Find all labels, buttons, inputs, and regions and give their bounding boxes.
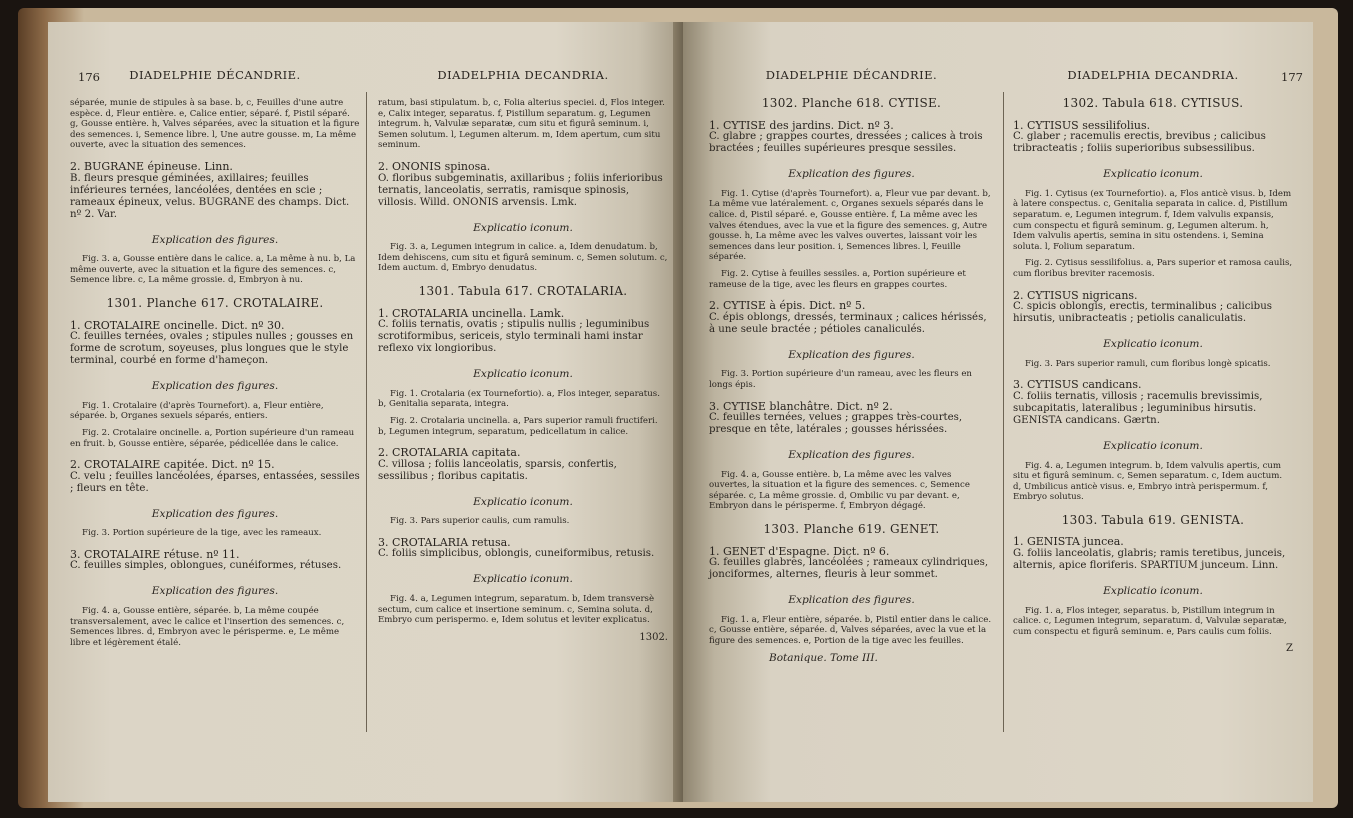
figure-caption: Fig. 3. a, Gousse entière dans le calice. a, La même à nu. b, La même ouverte, avec la situation et la figure des semences. c, Semence libre. c, La même grossie. d, Embryon à nu. bbox=[70, 254, 356, 286]
species-description: C. épis oblongs, dressés, terminaux ; calices hérissés, à une seule bractée ; pétioles canaliculés. bbox=[709, 311, 987, 335]
french-column-right bbox=[709, 22, 994, 664]
species-entry bbox=[1013, 290, 1293, 326]
species-description: C. feuilles ternées, ovales ; stipules nulles ; gousses en forme de scrotum, soyeuses, plus longues que le style terminal, courbé en forme d'hameçon. bbox=[70, 331, 354, 367]
species-name: 1. CYTISE des jardins. Dict. nº 3. bbox=[709, 118, 894, 132]
explication-heading: Explicatio iconum. bbox=[473, 368, 573, 381]
species-name: 3. CYTISE blanchâtre. Dict. nº 2. bbox=[709, 399, 893, 413]
column-divider bbox=[366, 92, 367, 732]
species-name: 1. CROTALAIRE oncinelle. Dict. nº 30. bbox=[70, 318, 285, 332]
species-name: 2. BUGRANE épineuse. Linn. bbox=[70, 159, 233, 173]
figure-caption: Fig. 3. Portion supérieure d'un rameau, avec les fleurs en longs épis. bbox=[709, 369, 972, 390]
species-description: C. foliis simplicibus, oblongis, cuneiformibus, retusis. bbox=[378, 548, 655, 560]
explication-heading: Explication des figures. bbox=[151, 585, 279, 598]
french-column-left bbox=[70, 22, 360, 654]
figure-caption: Fig. 1. Crotalaire (d'après Tournefort). a, Fleur entière, séparée. b, Organes sexuels séparés, entiers. bbox=[70, 400, 324, 422]
intro-text: ratum, basi stipulatum. b, c, Folia alterius speciei. d, Flos integer. e, Calix integer, separatus. f, Pistillum separatum. g, Legumen integrum. h, Valvulæ separatæ, cum situ et figurâ seminum. i, Semen solutum. l, Legumen alterum. m, Idem apertum, cum situ seminum. bbox=[378, 98, 665, 151]
latin-column-right bbox=[1013, 22, 1293, 655]
species-entry bbox=[709, 401, 994, 437]
species-name: 2. CROTALARIA capitata. bbox=[378, 446, 521, 460]
running-head: DIADELPHIA DECANDRIA. bbox=[437, 68, 609, 82]
species-entry bbox=[1013, 536, 1293, 572]
intro-text: séparée, munie de stipules à sa base. b, c, Feuilles d'une autre espèce. d, Fleur entière. e, Calice entier, séparé. f, Pistil séparé. g, Gousse entière. h, Valves séparées, avec la situation et la figure des semences. i, Semence libre. l, Une autre gousse. m, La même ouverte, avec la situation des semences. bbox=[70, 98, 360, 151]
species-description: C. velu ; feuilles lancéolées, éparses, entassées, sessiles ; fleurs en tête. bbox=[70, 470, 360, 494]
plate-heading: 1302. Tabula 618. CYTISUS. bbox=[1062, 96, 1244, 110]
book-spread bbox=[18, 8, 1338, 808]
plate-heading: 1301. Planche 617. CROTALAIRE. bbox=[106, 295, 324, 310]
species-entry bbox=[70, 320, 360, 368]
species-description: C. spicis oblongis, erectis, terminalibus ; calicibus hirsutis, unibracteatis ; petiolis canaliculatis. bbox=[1013, 301, 1272, 325]
explication-heading: Explication des figures. bbox=[151, 233, 279, 246]
species-name: 3. CROTALARIA retusa. bbox=[378, 535, 511, 549]
species-entry bbox=[70, 549, 360, 573]
left-page bbox=[48, 22, 683, 802]
explication-heading: Explication des figures. bbox=[788, 168, 915, 181]
species-name: 2. CYTISUS nigricans. bbox=[1013, 288, 1138, 302]
page-number-right: 177 bbox=[1281, 70, 1303, 84]
species-description: C. villosa ; foliis lanceolatis, sparsis, confertis, sessilibus ; floribus capitatis. bbox=[378, 458, 617, 482]
figure-caption: Fig. 1. Crotalaria (ex Tournefortio). a, Flos integer, separatus. b, Genitalia separata, integra. bbox=[378, 388, 660, 410]
species-description: G. feuilles glabres, lancéolées ; rameaux cylindriques, jonciformes, alternes, fleuris à leur sommet. bbox=[709, 557, 989, 581]
species-name: 2. ONONIS spinosa. bbox=[378, 159, 491, 173]
species-description: C. feuilles ternées, velues ; grappes très-courtes, presque en tête, latérales ; gousses hérissées. bbox=[709, 412, 963, 436]
plate-heading: 1303. Tabula 619. GENISTA. bbox=[1061, 512, 1245, 527]
figure-caption: Fig. 2. Cytisus sessilifolius. a, Pars superior et ramosa caulis, cum floribus breviter racemosis. bbox=[1013, 258, 1293, 279]
species-description: C. foliis ternatis, ovatis ; stipulis nullis ; leguminibus scrotiformibus, sericeis, stylo terminali hami instar reflexo vix longioribus. bbox=[378, 319, 650, 355]
species-description: B. fleurs presque géminées, axillaires; feuilles inférieures ternées, lancéolées, dentées en scie ; rameaux épineux, velus. BUGRANE des champs. Dict. nº 2. Var. bbox=[70, 172, 350, 220]
running-head: DIADELPHIE DÉCANDRIE. bbox=[765, 68, 938, 82]
explication-heading: Explication des figures. bbox=[788, 449, 915, 462]
species-name: 2. CROTALAIRE capitée. Dict. nº 15. bbox=[70, 458, 275, 472]
explication-heading: Explicatio iconum. bbox=[473, 495, 573, 508]
species-entry bbox=[1013, 120, 1293, 156]
species-entry bbox=[70, 459, 360, 495]
explication-heading: Explication des figures. bbox=[151, 507, 279, 520]
figure-caption: Fig. 1. Cytise (d'après Tournefort). a, Fleur vue par devant. b, La même vue latéralement. c, Organes sexuels séparés dans le calice. d, Pistil séparé. e, Gousse entière. f, La même avec les valves étendues, avec la vue et la figure des semences. g, Autre gousse. h, La même avec les valves ouvertes, laissant voir les semences dans leur position. i, Semences libres. l, Feuille séparée. bbox=[709, 188, 991, 263]
figure-caption: Fig. 4. a, Legumen integrum. b, Idem valvulis apertis, cum situ et figurâ seminum. c, Semen separatum. c, Idem auctum. d, Umbilicus anticè visus. e, Embryo intrà perispermum. f, Embryo solutus. bbox=[1013, 460, 1283, 503]
figure-caption: Fig. 3. Pars superior ramuli, cum floribus longè spicatis. bbox=[1025, 358, 1271, 369]
latin-column-left bbox=[378, 22, 668, 643]
page-number-left: 176 bbox=[78, 70, 100, 84]
species-description: C. glaber ; racemulis erectis, brevibus ; calicibus tribracteatis ; foliis superioribus subsessilibus. bbox=[1013, 131, 1266, 155]
plate-heading: 1303. Planche 619. GENET. bbox=[763, 522, 940, 537]
explication-heading: Explicatio iconum. bbox=[1103, 338, 1203, 351]
right-page bbox=[683, 22, 1313, 802]
species-entry bbox=[378, 308, 668, 356]
volume-footer: Botanique. Tome III. bbox=[769, 651, 878, 664]
figure-caption: Fig. 2. Crotalaire oncinelle. a, Portion supérieure d'un rameau en fruit. b, Gousse entière, séparée, pédicellée dans le calice. bbox=[70, 427, 355, 449]
explication-heading: Explication des figures. bbox=[151, 380, 279, 393]
running-head: DIADELPHIA DECANDRIA. bbox=[1067, 68, 1239, 82]
species-entry bbox=[378, 447, 668, 483]
species-description: C. foliis ternatis, villosis ; racemulis brevissimis, subcapitatis, lateralibus ; leguminibus hirsutis. GENISTA candicans. Gærtn. bbox=[1013, 390, 1263, 426]
signature-mark: Z bbox=[1286, 643, 1293, 655]
species-name: 1. GENET d'Espagne. Dict. nº 6. bbox=[709, 544, 890, 558]
plate-heading: 1301. Tabula 617. CROTALARIA. bbox=[418, 283, 628, 298]
running-head: DIADELPHIE DÉCANDRIE. bbox=[129, 68, 301, 82]
species-description: O. floribus subgeminatis, axillaribus ; foliis inferioribus ternatis, lanceolatis, serratis, ramisque spinosis, villosis. Willd. ONONIS arvensis. Lmk. bbox=[378, 172, 663, 208]
species-entry bbox=[70, 161, 360, 221]
figure-caption: Fig. 3. a, Legumen integrum in calice. a, Idem denudatum. b, Idem dehiscens, cum situ et figurâ seminum. c, Semen solutum. c, Idem auctum. d, Embryo denudatus. bbox=[378, 242, 668, 274]
explication-heading: Explication des figures. bbox=[788, 594, 915, 607]
species-name: 2. CYTISE à épis. Dict. nº 5. bbox=[709, 299, 866, 313]
species-description: C. feuilles simples, oblongues, cunéiformes, rétuses. bbox=[70, 560, 342, 572]
species-description: G. foliis lanceolatis, glabris; ramis teretibus, junceis, alternis, apice floriferis. SPARTIUM junceum. Linn. bbox=[1013, 548, 1286, 572]
figure-caption: Fig. 3. Portion supérieure de la tige, avec les rameaux. bbox=[82, 528, 322, 539]
figure-caption: Fig. 4. a, Gousse entière. b, La même avec les valves ouvertes, la situation et la figure des semences. c, Semence séparée. c, La même grossie. d, Ombilic vu par devant. e, Embryon dans le périsperme. f, Embryon dégagé. bbox=[709, 469, 970, 512]
catchword: 1302. bbox=[639, 631, 668, 643]
figure-caption: Fig. 4. a, Legumen integrum, separatum. b, Idem transversè sectum, cum calice et insertione seminum. c, Semina soluta. d, Embryo cum perispermo. e, Idem solutus et leviter explicatus. bbox=[378, 594, 655, 626]
species-entry bbox=[709, 300, 994, 336]
column-divider bbox=[1003, 92, 1004, 732]
plate-heading: 1302. Planche 618. CYTISE. bbox=[761, 96, 942, 110]
figure-caption: Fig. 1. a, Flos integer, separatus. b, Pistillum integrum in calice. c, Legumen integrum, separatum. d, Valvulæ separatæ, cum conspectu et figurâ seminum. e, Pars caulis cum foliis. bbox=[1013, 605, 1287, 637]
explication-heading: Explicatio iconum. bbox=[473, 573, 573, 586]
figure-caption: Fig. 1. Cytisus (ex Tournefortio). a, Flos anticè visus. b, Idem à latere conspectus. c, Genitalia separata in calice. d, Pistillum separatum. e, Legumen integrum. f, Idem valvulis expansis, cum conspectu et figurâ seminum. g, Legumen alterum. h, Idem valvulis apertis, semina in situ ostendens. i, Semina soluta. l, Folium separatum. bbox=[1013, 188, 1292, 252]
explication-heading: Explication des figures. bbox=[788, 348, 915, 361]
species-name: 1. CYTISUS sessilifolius. bbox=[1013, 118, 1151, 132]
figure-caption: Fig. 3. Pars superior caulis, cum ramulis. bbox=[390, 516, 570, 527]
species-entry bbox=[709, 546, 994, 582]
explication-heading: Explicatio iconum. bbox=[1103, 439, 1203, 452]
species-name: 1. CROTALARIA uncinella. Lamk. bbox=[378, 306, 565, 320]
figure-caption: Fig. 2. Crotalaria uncinella. a, Pars superior ramuli fructiferi. b, Legumen integrum, separatum, pedicellatum in calice. bbox=[378, 415, 658, 437]
species-entry bbox=[709, 120, 994, 156]
species-entry bbox=[1013, 379, 1293, 427]
explication-heading: Explicatio iconum. bbox=[1103, 585, 1203, 598]
species-entry bbox=[378, 161, 668, 209]
figure-caption: Fig. 4. a, Gousse entière, séparée. b, La même coupée transversalement, avec le calice et l'insertion des semences. c, Semences libres. d, Embryon avec le périsperme. e, Le même libre et légèrement étalé. bbox=[70, 606, 345, 648]
species-name: 3. CROTALAIRE rétuse. nº 11. bbox=[70, 547, 240, 561]
figure-caption: Fig. 2. Cytise à feuilles sessiles. a, Portion supérieure et rameuse de la tige, avec les fleurs en grappes courtes. bbox=[709, 268, 966, 290]
species-name: 1. GENISTA juncea. bbox=[1013, 535, 1124, 549]
species-entry bbox=[378, 537, 668, 561]
figure-caption: Fig. 1. a, Fleur entière, séparée. b, Pistil entier dans le calice. c, Gousse entière, séparée. d, Valves séparées, avec la vue et la figure des semences. e, Portion de la tige avec les feuilles. bbox=[709, 614, 992, 647]
species-name: 3. CYTISUS candicans. bbox=[1013, 378, 1142, 392]
explication-heading: Explicatio iconum. bbox=[1103, 168, 1203, 181]
explication-heading: Explicatio iconum. bbox=[473, 221, 573, 234]
species-description: C. glabre ; grappes courtes, dressées ; calices à trois bractées ; feuilles supérieures presque sessiles. bbox=[709, 131, 983, 155]
